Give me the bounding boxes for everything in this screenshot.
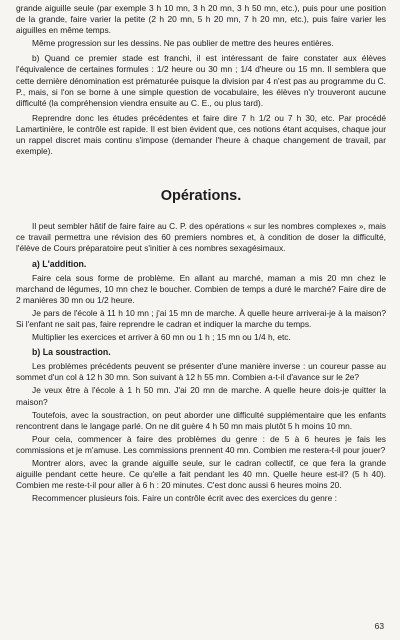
paragraph-addition-2: Je pars de l'école à 11 h 10 mn ; j'ai 15 mn de marche. À quelle heure arriverai-je à la maison? Si l'enfant ne sait pas, faire reprendre le cadran et indiquer la marche du temps. bbox=[16, 307, 386, 329]
subsection-heading-addition: a) L'addition. bbox=[32, 258, 87, 269]
paragraph-subtraction-3: Toutefois, avec la soustraction, on peut aborder une difficulté supplémentaire que les enfants rencontrent dans le langage parlé. On ne dit guère 4 h 50 mn mais plutôt 5 h moins 10 mn. bbox=[16, 409, 386, 431]
paragraph-addition-1: Faire cela sous forme de problème. En allant au marché, maman a mis 20 mn chez le marchand de légumes, 10 mn chez le boucher. Combien de temps a duré le marché? Faire dire de 2 manières 30 mn ou 1/2 heure. bbox=[16, 272, 386, 305]
page-number: 63 bbox=[374, 620, 384, 631]
paragraph-subtraction-6: Recommencer plusieurs fois. Faire un contrôle écrit avec des exercices du genre : bbox=[32, 493, 337, 504]
subsection-heading-subtraction: b) La soustraction. bbox=[32, 347, 111, 358]
paragraph-subtraction-2: Je veux être à l'école à 1 h 50 mn. J'ai 20 mn de marche. A quelle heure dois-je quitter la maison? bbox=[16, 385, 386, 407]
paragraph-addition-3: Multiplier les exercices et arriver à 60 mn ou 1 h ; 15 mn ou 1/4 h, etc. bbox=[32, 332, 291, 343]
section-title: Opérations. bbox=[160, 188, 242, 205]
paragraph-subtraction-4: Pour cela, commencer à faire des problèmes du genre : de 5 à 6 heures je fais les commissions et je m'amuse. Les commissions prennent 40 mn. Combien me restera-t-il pour jouer? bbox=[16, 433, 386, 455]
paragraph-equivalences: b) Quand ce premier stade est franchi, il est intéressant de faire constater aux élèves l'équivalence de certaines formules : 1/2 heure ou 30 mn ; 1/4 d'heure ou 15 mn. Il semblera que cette dernière dénomination est prématurée puisque la division par 4 n'est pas au programme du C. P., mais, si l'on se borne à une simple question de vocabulaire, les élèves n'y trouveront aucune difficulté (la compréhension viendra ensuite au C. E., ou plus tard). bbox=[16, 53, 386, 108]
paragraph-drawings: Même progression sur les dessins. Ne pas oublier de mettre des heures entières. bbox=[32, 38, 334, 49]
paragraph-subtraction-5: Montrer alors, avec la grande aiguille seule, sur le cadran collectif, ce que fera la grande aiguille pendant cette heure. Ce qu'elle a fait pendant les 40 mn. Quelle heure est-il? (5 h 40). Combien me reste-t-il pour aller à 6 h : 20 minutes. C'est donc aussi 6 heures moins 20. bbox=[16, 458, 386, 491]
paragraph-subtraction-1: Les problèmes précédents peuvent se présenter d'une manière inverse : un coureur passe au sommet d'un col à 12 h 30 mn. Son suivant à 12 h 55 mn. Combien a-t-il d'avance sur le 2e? bbox=[16, 361, 386, 383]
paragraph-review: Reprendre donc les études précédentes et faire dire 7 h 1/2 ou 7 h 30, etc. Par procédé Lamartinière, le contrôle est rapide. Il est bien évident que, ces notions étant acquises, chaque jour un rappel discret mais continu s'impose (demander l'heure à chaque changement de travail, par exemple). bbox=[16, 112, 386, 157]
paragraph-introduction: Il peut sembler hâtif de faire faire au C. P. des opérations « sur les nombres complexes », mais ce travail permettra une révision des 60 premiers nombres et, à condition de doser la difficulté, l'élève de Cours préparatoire peut s'initier à ces nombres sexagésimaux. bbox=[16, 221, 386, 254]
paragraph-clock-positions: grande aiguille seule (par exemple 3 h 10 mn, 3 h 20 mn, 3 h 50 mn, etc.), puis pour une position de la grande, faire varier la petite (2 h 20 mn, 5 h 20 mn, 7 h 20 mn, etc.), puis faire varier les aiguilles en même temps. bbox=[16, 3, 386, 36]
